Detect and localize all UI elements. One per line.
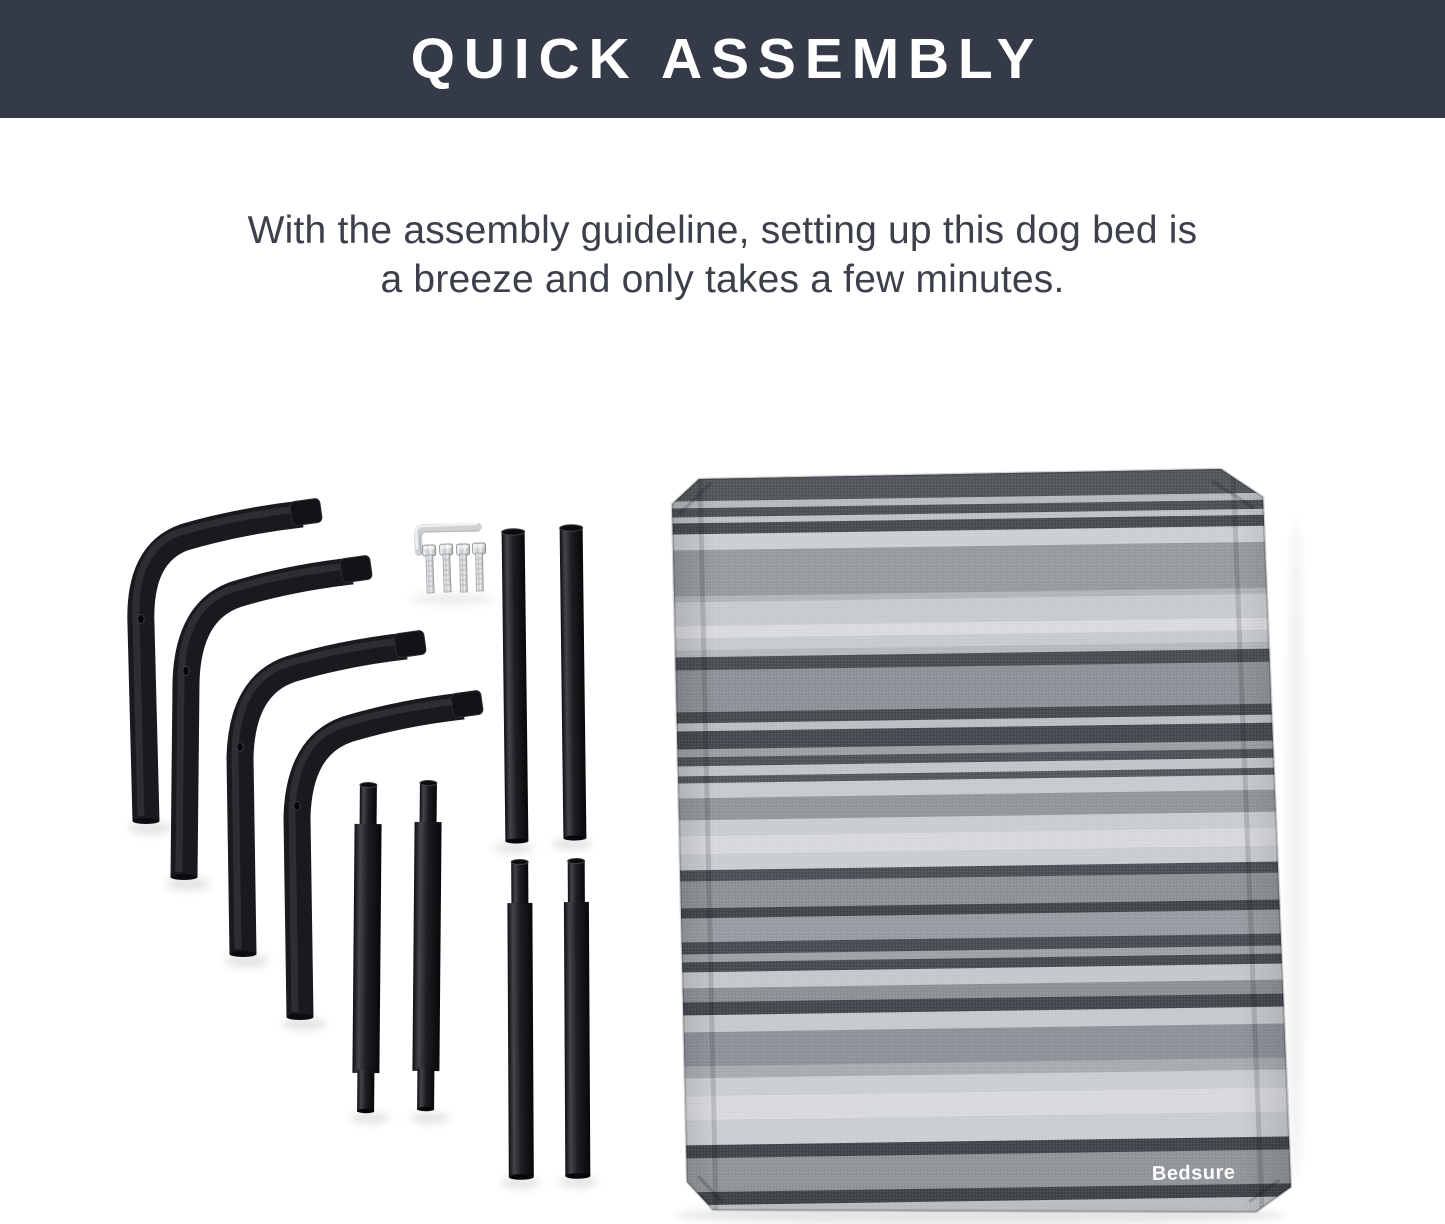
screw-4 bbox=[473, 543, 487, 591]
parts-photo bbox=[0, 440, 1445, 1224]
bolt-hole bbox=[294, 801, 300, 810]
screw-1 bbox=[423, 545, 438, 593]
bolt-hole bbox=[237, 742, 243, 751]
long-tube-2 bbox=[560, 525, 587, 841]
short-tube-2 bbox=[564, 858, 591, 1178]
bed-fabric bbox=[630, 454, 1331, 1224]
corner-leg-3 bbox=[230, 630, 427, 957]
screw-3 bbox=[457, 544, 471, 592]
long-tube-1 bbox=[502, 529, 529, 844]
bolt-hole bbox=[138, 614, 144, 623]
bolt-hole bbox=[183, 666, 189, 675]
connector-tube-1 bbox=[352, 782, 382, 1113]
description-line-2: a breeze and only takes a few minutes. bbox=[380, 258, 1065, 301]
description-text bbox=[0, 206, 1445, 304]
short-tube-1 bbox=[507, 859, 534, 1179]
screw-2 bbox=[440, 544, 455, 592]
description-line-1: With the assembly guideline, setting up this dog bed is bbox=[247, 209, 1198, 252]
frame-tubes bbox=[352, 525, 590, 1180]
connector-tube-2 bbox=[412, 780, 442, 1111]
header-banner bbox=[0, 0, 1445, 118]
screws bbox=[423, 543, 487, 593]
brand-logo: Bedsure bbox=[1151, 1161, 1236, 1185]
corner-leg-4 bbox=[287, 690, 484, 1020]
page-title: QUICK ASSEMBLY bbox=[410, 27, 1044, 91]
